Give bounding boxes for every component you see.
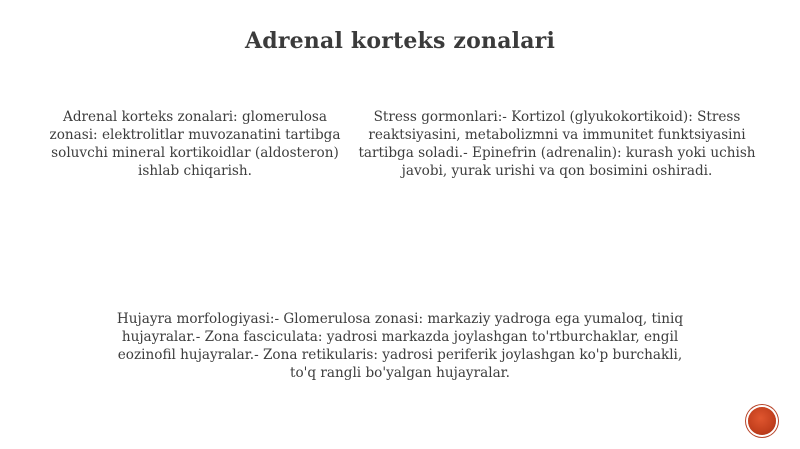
text-block-cell-morphology: Hujayra morfologiyasi:- Glomerulosa zonasi: markaziy yadroga ega yumaloq, tiniq hujayralar.- Zona fasciculata: yadrosi markazda joylashgan to'rtburchaklar, engil eozinofil hujayralar.- Zona retikularis: yadrosi periferik joylashgan ko'p burchakli, to'q rangli bo'yalgan hujayralar.: [116, 311, 684, 381]
slide-title: Adrenal korteks zonalari: [244, 28, 556, 54]
next-slide-button[interactable]: [748, 407, 776, 435]
text-block-stress-hormones: Stress gormonlari:- Kortizol (glyukokortikoid): Stress reaktsiyasini, metabolizmni va immunitet funktsiyasini tartibga soladi.- Epinefrin (adrenalin): kurash yoki uchish javobi, yurak urishi va qon bosimini oshiradi.: [358, 109, 756, 179]
text-block-adrenal-zones: Adrenal korteks zonalari: glomerulosa zonasi: elektrolitlar muvozanatini tartibga soluvchi mineral kortikoidlar (aldosteron) ishlab chiqarish.: [49, 109, 341, 179]
